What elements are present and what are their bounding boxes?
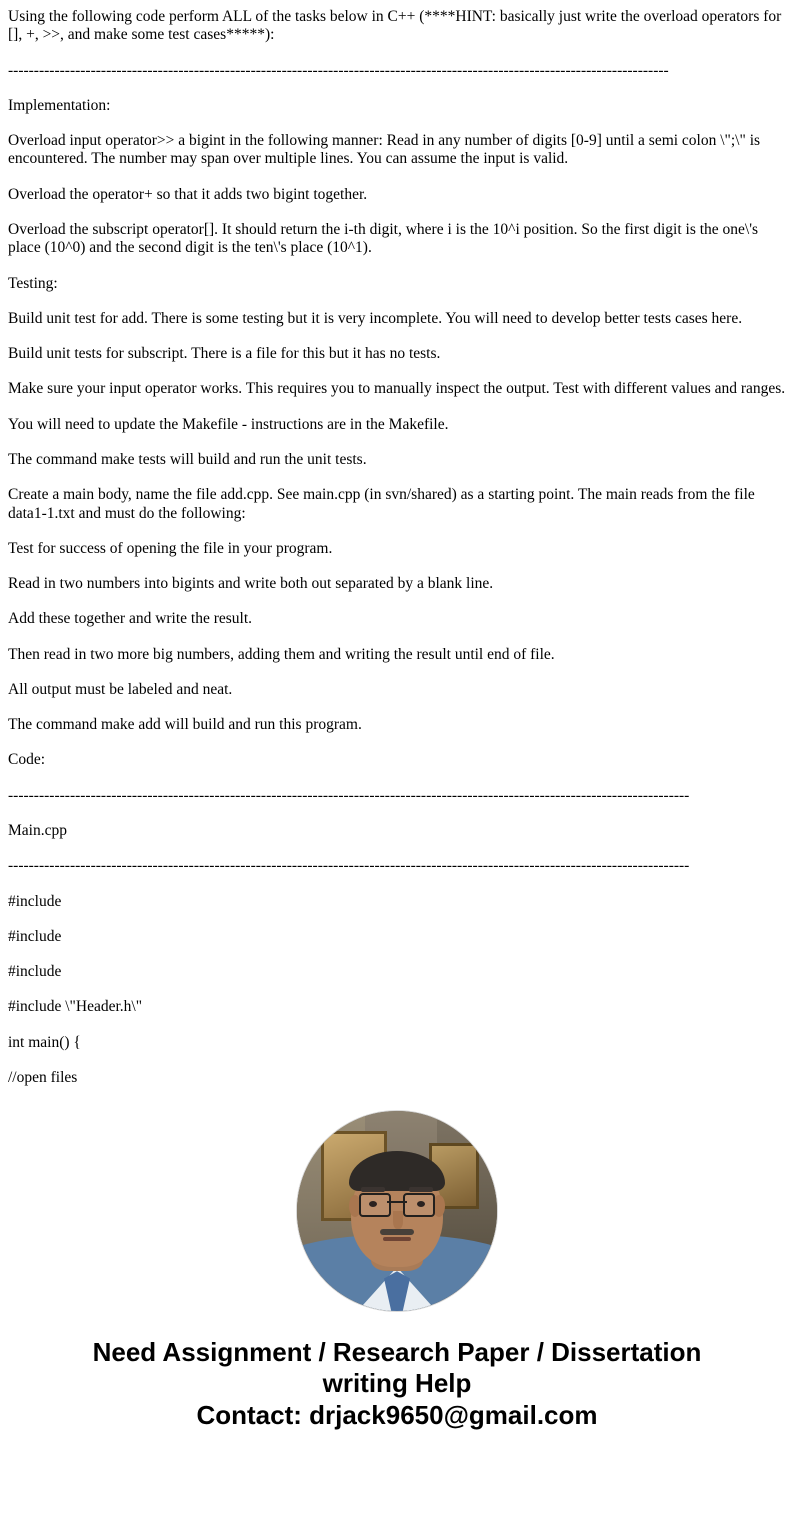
paragraph-labeled-neat: All output must be labeled and neat. bbox=[8, 680, 233, 698]
paragraph-test-add: Build unit test for add. There is some testing but it is very incomplete. You will need to develop better tests cases here. bbox=[8, 309, 743, 327]
horizontal-rule-2: ------------------------------------------------------------------------------------------------------------------------------------ bbox=[8, 786, 690, 804]
testing-heading: Testing: bbox=[8, 274, 58, 292]
promo-headline-line-1: Need Assignment / Research Paper / Dissertation bbox=[92, 1337, 702, 1368]
paragraph-intro: Using the following code perform ALL of the tasks below in C++ (****HINT: basically just write the overload operators for [], +, >>, and make some test cases*****): bbox=[8, 8, 782, 44]
promo-contact-line: Contact: drjack9650@gmail.com bbox=[196, 1400, 598, 1431]
code-include-2: #include bbox=[8, 927, 62, 945]
code-include-3: #include bbox=[8, 963, 62, 981]
avatar-mouth bbox=[383, 1237, 411, 1241]
avatar-eyebrow-left bbox=[361, 1187, 385, 1192]
code-comment-open-files: //open files bbox=[8, 1069, 78, 1086]
paragraph-test-input: Make sure your input operator works. This requires you to manually inspect the output. Test with different values and ranges. bbox=[8, 380, 786, 398]
promo-headline-line-2: writing Help bbox=[322, 1367, 472, 1398]
paragraph-overload-plus: Overload the operator+ so that it adds two bigint together. bbox=[8, 185, 368, 203]
avatar-nose bbox=[393, 1211, 403, 1229]
horizontal-rule-1: -------------------------------------------------------------------------------------------------------------------------------- bbox=[8, 61, 669, 79]
implementation-heading: Implementation: bbox=[8, 96, 111, 114]
paragraph-main-body: Create a main body, name the file add.cpp. See main.cpp (in svn/shared) as a starting point. The main reads from the file data1-1.txt and must do the following: bbox=[8, 486, 755, 522]
main-cpp-heading: Main.cpp bbox=[8, 822, 67, 840]
paragraph-read-more: Then read in two more big numbers, adding them and writing the result until end of file. bbox=[8, 645, 555, 663]
paragraph-make-tests: The command make tests will build and run the unit tests. bbox=[8, 450, 367, 468]
avatar bbox=[297, 1111, 497, 1311]
paragraph-read-two: Read in two numbers into bigints and write both out separated by a blank line. bbox=[8, 575, 494, 593]
avatar-wrapper bbox=[8, 1111, 786, 1311]
avatar-eyebrow-right bbox=[409, 1187, 433, 1192]
paragraph-overload-input: Overload input operator>> a bigint in the following manner: Read in any number of digits [0-9] until a semi colon \";\" is encountered. The number may span over multiple lines. You can assume the input is valid. bbox=[8, 132, 761, 168]
paragraph-make-add: The command make add will build and run this program. bbox=[8, 716, 362, 734]
paragraph-add-write: Add these together and write the result. bbox=[8, 610, 253, 628]
paragraph-makefile-update: You will need to update the Makefile - instructions are in the Makefile. bbox=[8, 415, 449, 433]
code-include-1: #include bbox=[8, 892, 62, 910]
promo-banner bbox=[8, 1111, 786, 1450]
avatar-glasses-bridge bbox=[387, 1201, 407, 1203]
code-int-main: int main() { bbox=[8, 1033, 81, 1051]
paragraph-test-subscript: Build unit tests for subscript. There is a file for this but it has no tests. bbox=[8, 345, 441, 363]
code-heading: Code: bbox=[8, 751, 46, 769]
avatar-moustache bbox=[380, 1229, 414, 1235]
paragraph-test-open: Test for success of opening the file in your program. bbox=[8, 539, 333, 557]
code-include-header: #include \"Header.h\" bbox=[8, 998, 143, 1016]
paragraph-overload-subscript: Overload the subscript operator[]. It should return the i-th digit, where i is the 10^i position. So the first digit is the one\'s place (10^0) and the second digit is the ten\'s place (10^1). bbox=[8, 220, 759, 257]
horizontal-rule-3: ------------------------------------------------------------------------------------------------------------------------------------ bbox=[8, 857, 690, 875]
